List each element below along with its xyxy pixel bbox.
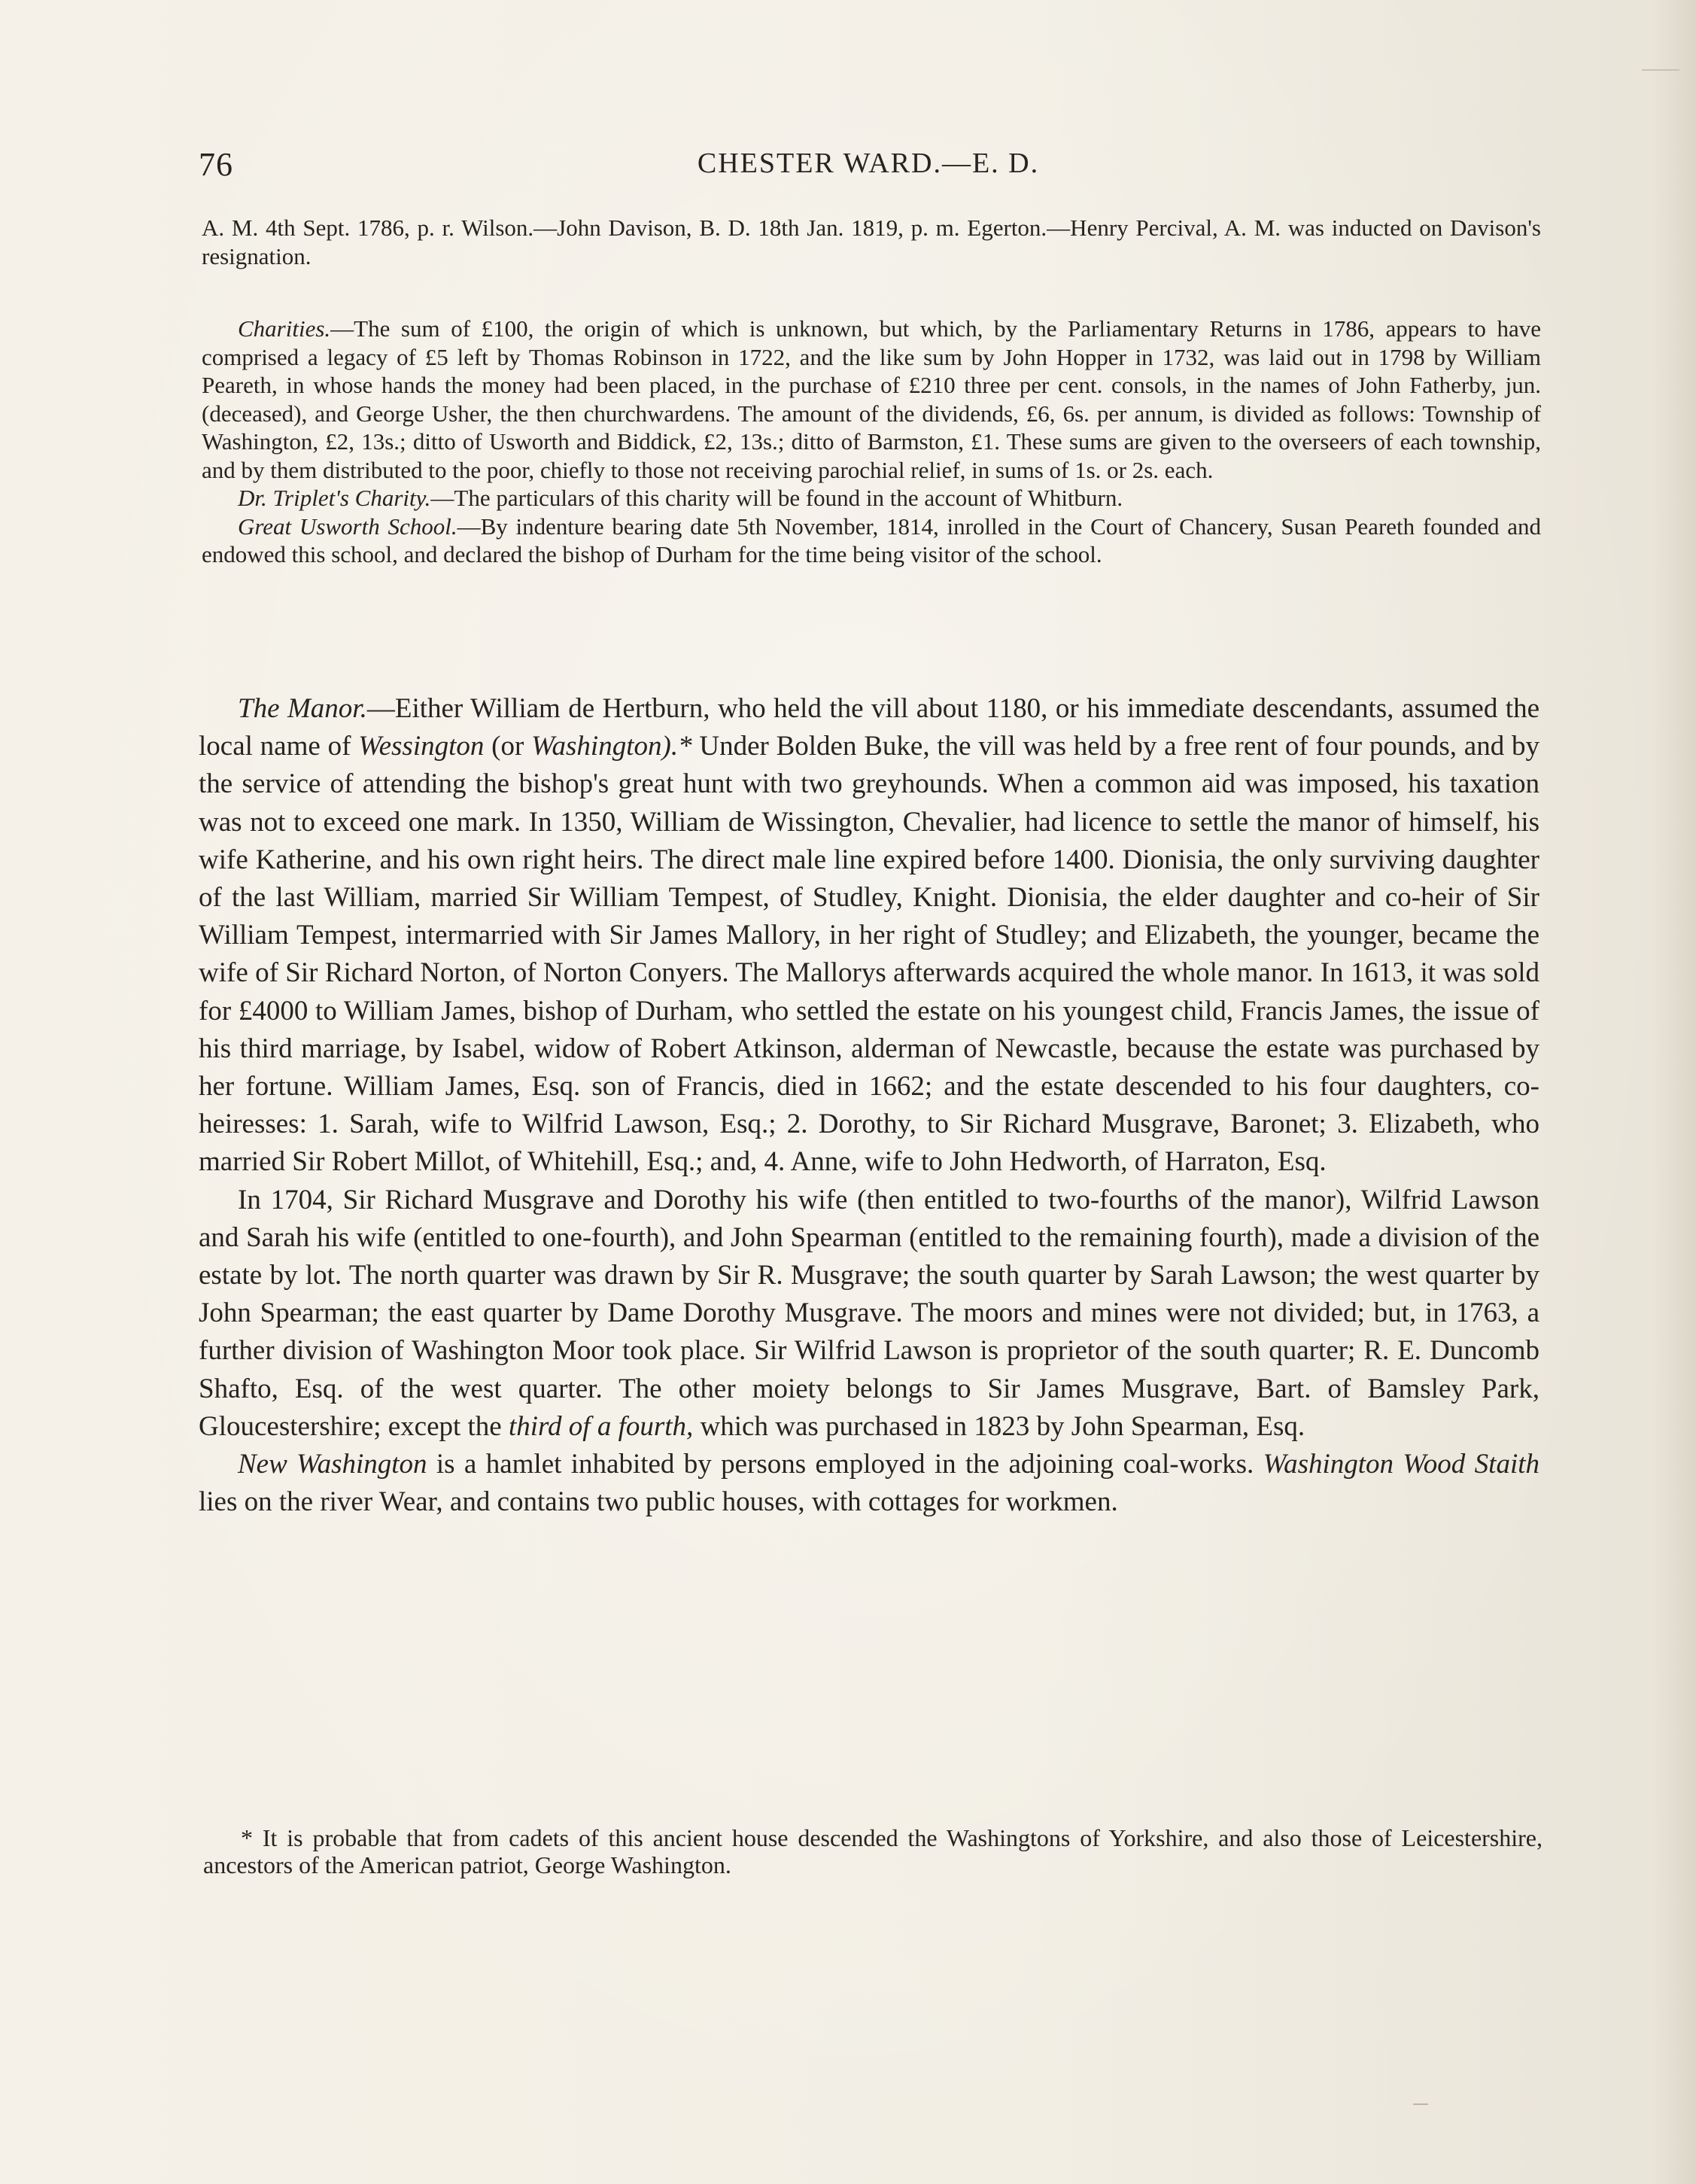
school-text: —By indenture bearing date 5th November, 1814, inrolled in the Court of Chancery, Susan Peareth founded and endowed this school, and declared the bishop of Durham for the time being visitor of the school. [202,513,1541,567]
wood-staith-name: Washington Wood Staith [1263,1449,1540,1480]
charities-heading: Charities. [238,315,331,342]
manor-heading: The Manor. [238,693,367,724]
charities-paragraph [202,315,1541,484]
manor-p2-text-a: In 1704, Sir Richard Musgrave and Dorothy his wife (then entitled to two-fourths of the manor), Wilfrid Lawson and Sarah his wife (entitled to one-fourth), and John Spearman (entitled to the remaining fourth), made a division of the estate by lot. The north quarter was drawn by Sir R. Musgrave; the south quarter by Sarah Lawson; the west quarter by John Spearman; the east quarter by Dame Dorothy Musgrave. The moors and mines were not divided; but, in 1763, a further division of Washington Moor took place. Sir Wilfrid Lawson is proprietor of the south quarter; R. E. Duncomb Shafto, Esq. of the west quarter. The other moiety belongs to Sir James Musgrave, Bart. of Bamsley Park, Gloucestershire; except the [199,1184,1539,1442]
third-of-fourth: third of a fourth, [508,1410,694,1442]
wessington-name: Wessington [358,731,485,762]
washington-name: Washington).* [531,731,692,762]
corner-mark [1642,69,1679,71]
manor-p3-text-b: lies on the river Wear, and contains two public houses, with cottages for workmen. [199,1486,1118,1518]
manor-text-b: (or [484,731,532,762]
manor-paragraph-3 [199,1446,1539,1521]
manor-text-c: Under Bolden Buke, the vill was held by a free rent of four pounds, and by the service of attending the bishop's great hunt with two greyhounds. When a common aid was imposed, his taxation was not to exceed one mark. In 1350, William de Wissington, Chevalier, had licence to settle the manor of himself, his wife Katherine, and his own right heirs. The direct male line expired before 1400. Dionisia, the only surviving daughter of the last William, married Sir William Tempest, of Studley, Knight. Dionisia, the elder daughter and co-heir of Sir William Tempest, intermarried with Sir James Mallory, in her right of Studley; and Elizabeth, the younger, became the wife of Sir Richard Norton, of Norton Conyers. The Mallorys afterwards acquired the whole manor. In 1613, it was sold for £4000 to William James, bishop of Durham, who settled the estate on his youngest child, Francis James, the issue of his third marriage, by Isabel, widow of Robert Atkinson, alderman of Newcastle, because the estate was purchased by her fortune. William James, Esq. son of Francis, died in 1662; and the estate descended to his four daughters, co-heiresses: 1. Sarah, wife to Wilfrid Lawson, Esq.; 2. Dorothy, to Sir Richard Musgrave, Baronet; 3. Elizabeth, who married Sir Robert Millot, of Whitehill, Esq.; and, 4. Anne, wife to John Hedworth, of Harraton, Esq. [199,731,1539,1178]
manor-p2-text-b: which was purchased in 1823 by John Spearman, Esq. [693,1410,1305,1442]
running-title: CHESTER WARD.—E. D. [697,148,1040,179]
manor-section [199,690,1539,1521]
charities-section [202,315,1541,569]
incumbents-paragraph [202,214,1541,270]
bottom-mark [1413,2103,1428,2105]
page-number: 76 [199,146,233,183]
manor-paragraph-2 [199,1182,1539,1446]
footnote-text: * It is probable that from cadets of this ancient house descended the Washingtons of Yorkshire, and also those of Leicestershire, ancestors of the American patriot, George Washington. [203,1824,1543,1878]
footnote [203,1824,1543,1878]
triplet-heading: Dr. Triplet's Charity. [238,485,431,511]
incumbents-text: A. M. 4th Sept. 1786, p. r. Wilson.—John Davison, B. D. 18th Jan. 1819, p. m. Egerton.—Henry Percival, A. M. was inducted on Davison's resignation. [202,214,1541,269]
page-edge-shadow [1651,0,1696,2184]
charities-text: —The sum of £100, the origin of which is unknown, but which, by the Parliamentary Returns in 1786, appears to have comprised a legacy of £5 left by Thomas Robinson in 1722, and the like sum by John Hopper in 1732, was laid out in 1798 by William Peareth, in whose hands the money had been placed, in the purchase of £210 three per cent. consols, in the names of John Fatherby, jun. (deceased), and George Usher, the then churchwardens. The amount of the dividends, £6, 6s. per annum, is divided as follows: Township of Washington, £2, 13s.; ditto of Usworth and Biddick, £2, 13s.; ditto of Barmston, £1. These sums are given to the overseers of each township, and by them distributed to the poor, chiefly to those not receiving parochial relief, in sums of 1s. or 2s. each. [202,315,1541,483]
new-washington-name: New Washington [238,1449,427,1480]
triplet-text: —The particulars of this charity will be found in the account of Whitburn. [430,485,1123,511]
manor-text-a: —Either William de Hertburn, who held the vill about 1180, or his immediate descendants, assumed the local name of [199,693,1539,762]
triplet-paragraph [202,484,1541,513]
manor-p3-text-a: is a hamlet inhabited by persons employed in the adjoining coal-works. [427,1449,1263,1480]
school-paragraph [202,513,1541,569]
school-heading: Great Usworth School. [238,513,457,540]
page-header [199,145,1538,190]
manor-paragraph-1 [199,690,1539,1182]
